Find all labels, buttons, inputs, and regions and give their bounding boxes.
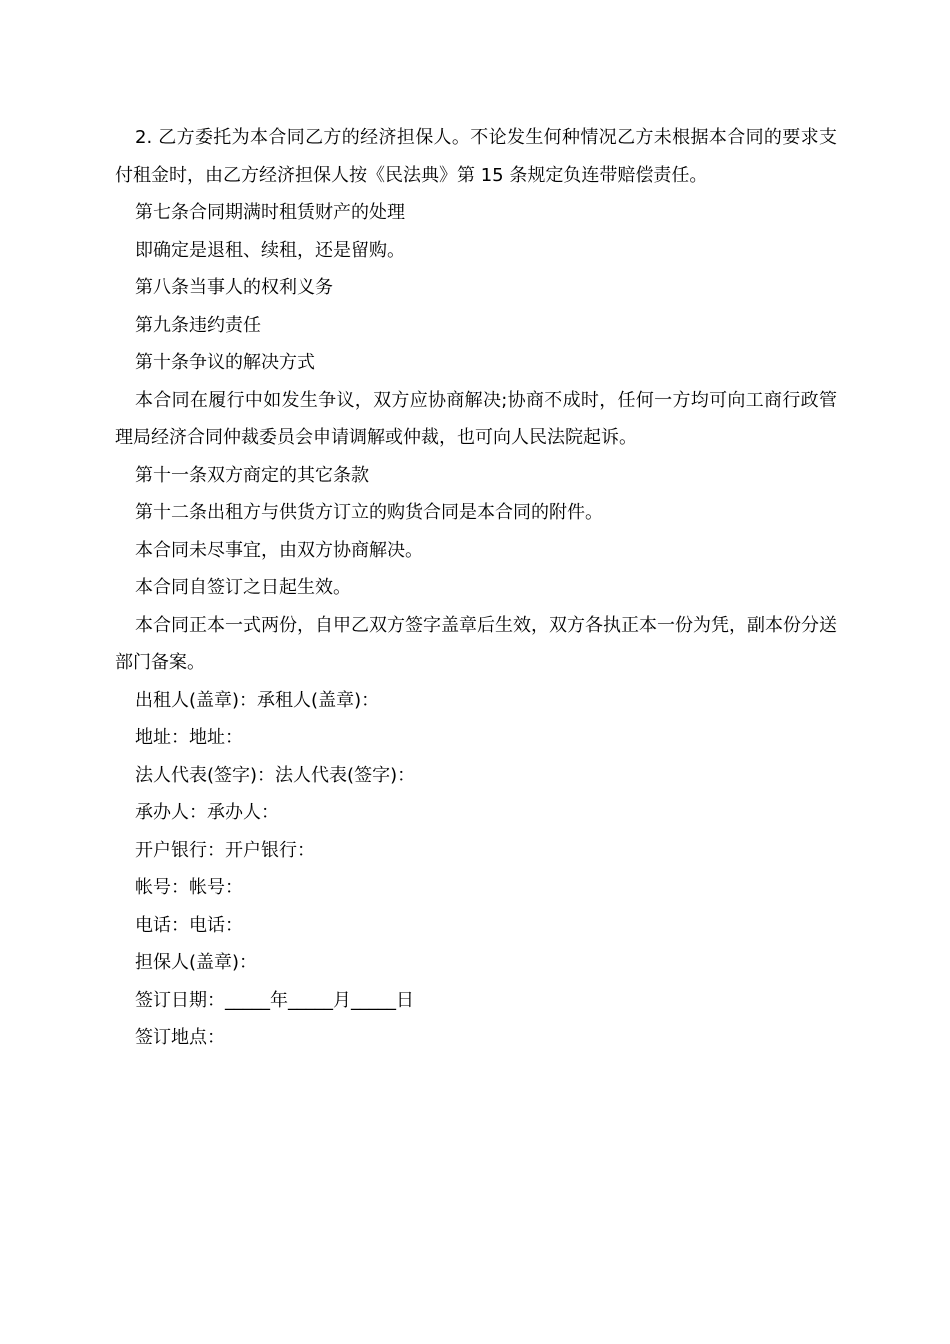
- article-10-text: 本合同在履行中如发生争议，双方应协商解决;协商不成时，任何一方均可向工商行政管理局经济合同仲裁委员会申请调解或仲裁，也可向人民法院起诉。: [115, 389, 837, 448]
- article-10-heading: 第十条争议的解决方式: [135, 352, 315, 373]
- signature-phone: 电话：电话：: [135, 914, 243, 936]
- signature-lessor-lessee: 出租人(盖章)：承租人(盖章)：: [135, 689, 380, 711]
- signature-legal-rep: 法人代表(签字)：法人代表(签字)：: [135, 764, 416, 786]
- signature-bank: 开户银行：开户银行：: [135, 839, 315, 861]
- signature-date: 签订日期：_____年_____月_____日: [135, 989, 414, 1011]
- article-7-heading: 第七条合同期满时租赁财产的处理: [135, 202, 405, 223]
- guarantor-clause: 2. 乙方委托为本合同乙方的经济担保人。不论发生何种情况乙方未根据本合同的要求支付租金时，由乙方经济担保人按《民法典》第 15 条规定负连带赔偿责任。: [115, 127, 837, 186]
- article-12-heading: 第十二条出租方与供货方订立的购货合同是本合同的附件。: [135, 502, 603, 523]
- signature-guarantor: 担保人(盖章)：: [135, 952, 258, 973]
- effective-date-text: 本合同自签订之日起生效。: [135, 577, 351, 598]
- article-8-heading: 第八条当事人的权利义务: [135, 277, 333, 298]
- copies-text: 本合同正本一式两份，自甲乙双方签字盖章后生效，双方各执正本一份为凭，副本份分送部门备案。: [115, 614, 837, 673]
- signature-account: 帐号：帐号：: [135, 877, 243, 898]
- document-body: [115, 119, 837, 1057]
- article-9-heading: 第九条违约责任: [135, 314, 261, 336]
- signature-place: 签订地点：: [135, 1027, 225, 1048]
- signature-handler: 承办人：承办人：: [135, 802, 279, 823]
- article-11-heading: 第十一条双方商定的其它条款: [135, 464, 369, 486]
- signature-address: 地址：地址：: [135, 727, 243, 748]
- unsettled-matters-text: 本合同未尽事宜，由双方协商解决。: [135, 539, 423, 561]
- article-7-text: 即确定是退租、续租，还是留购。: [135, 239, 405, 261]
